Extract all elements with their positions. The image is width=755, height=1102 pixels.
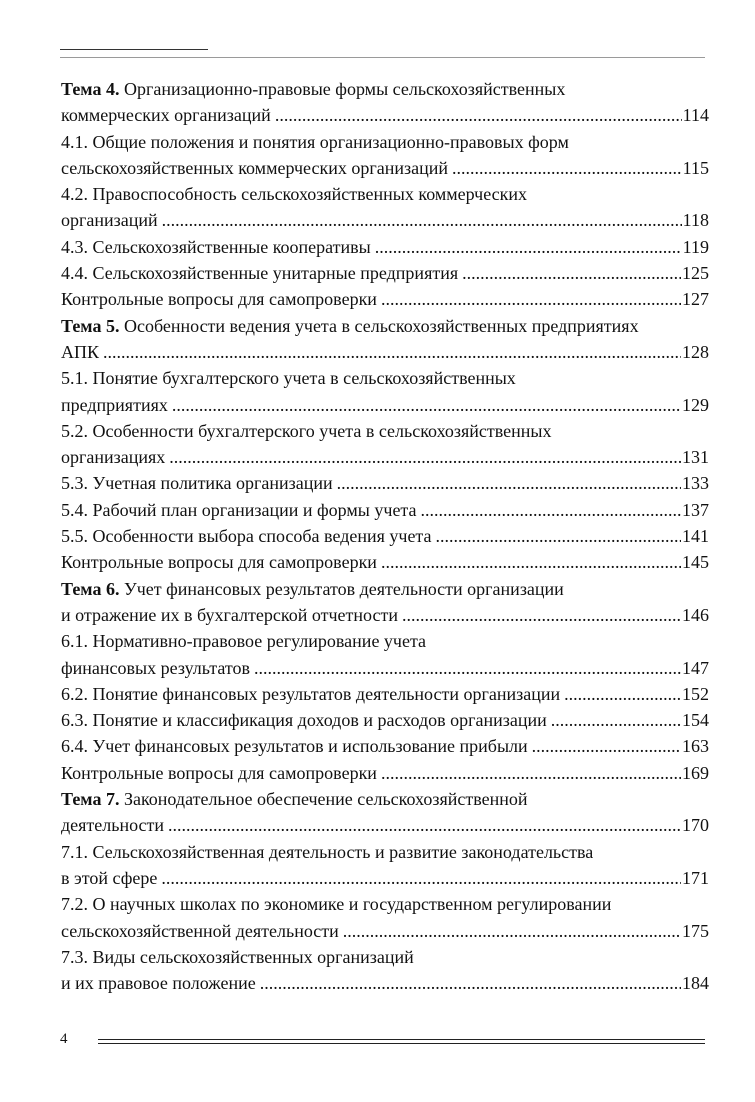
toc-leader-dots <box>551 707 681 733</box>
toc-page-number: 118 <box>682 210 709 231</box>
toc-line <box>61 970 709 996</box>
toc-entry-text <box>61 523 432 549</box>
toc-topic-label: Тема 7. <box>61 789 120 810</box>
toc-line <box>61 102 709 128</box>
toc-line <box>61 155 709 181</box>
toc-entry-title: и их правовое положение <box>61 973 256 994</box>
toc-entry-title: Учет финансовых результатов деятельности организации <box>119 578 564 599</box>
toc-entry-title: 7.2. О научных школах по экономике и государственном регулировании <box>61 894 612 915</box>
toc-entry-title: сельскохозяйственной деятельности <box>61 920 339 941</box>
toc-entry-title: 4.3. Сельскохозяйственные кооперативы <box>61 236 371 257</box>
toc-entry-title: организациях <box>61 447 166 468</box>
toc-line <box>61 313 709 339</box>
toc-entry-text <box>61 970 256 996</box>
toc-entry-text <box>61 260 458 286</box>
toc-entry-title: 5.5. Особенности выбора способа ведения учета <box>61 526 432 547</box>
toc-line <box>61 523 709 549</box>
toc-entry-title: Законодательное обеспечение сельскохозяйственной <box>119 789 528 810</box>
toc-entry-title: Организационно-правовые формы сельскохозяйственных <box>119 79 566 99</box>
toc-entry-text <box>61 707 547 733</box>
toc-leader-dots <box>375 234 682 260</box>
toc-entry-text <box>61 891 611 917</box>
toc-line <box>61 602 709 628</box>
toc-line <box>61 418 709 444</box>
toc-leader-dots <box>452 155 682 181</box>
toc-leader-dots <box>337 470 681 496</box>
toc-page-number: 131 <box>682 447 709 468</box>
page-number: 4 <box>60 1031 68 1047</box>
toc-entry-text <box>61 418 552 444</box>
toc-line <box>61 365 709 391</box>
toc-entry-title: 6.1. Нормативно-правовое регулирование учета <box>61 631 427 652</box>
toc-page-number: 128 <box>682 341 709 362</box>
toc-entry-text <box>61 313 639 339</box>
toc-page-number: 137 <box>682 499 709 520</box>
toc-leader-dots <box>381 760 681 786</box>
toc-page-number: 146 <box>682 604 709 625</box>
toc-page-number: 119 <box>682 236 709 257</box>
toc-leader-dots <box>254 655 681 681</box>
toc-page-number: 163 <box>682 736 709 757</box>
toc-entry-title: АПК <box>61 341 100 362</box>
toc-line <box>61 655 709 681</box>
toc-page-number: 170 <box>682 815 709 836</box>
toc-entry-title: 5.4. Рабочий план организации и формы учета <box>61 499 417 520</box>
toc-line <box>61 760 709 786</box>
toc-entry-title: организаций <box>61 210 158 231</box>
toc-leader-dots <box>436 523 681 549</box>
toc-entry-text <box>61 944 414 970</box>
toc-line <box>61 286 709 312</box>
toc-page-number: 127 <box>682 289 709 310</box>
toc-page-number: 141 <box>682 526 709 547</box>
toc-entry-title: 6.4. Учет финансовых результатов и использование прибыли <box>61 736 528 757</box>
toc-entry-title: сельскохозяйственных коммерческих организаций <box>61 157 448 178</box>
toc-leader-dots <box>564 681 681 707</box>
toc-line <box>61 260 709 286</box>
toc-page-number: 175 <box>682 920 709 941</box>
toc-entry-title: 5.3. Учетная политика организации <box>61 473 333 494</box>
toc-entry-text <box>61 760 377 786</box>
toc-leader-dots <box>260 970 681 996</box>
toc-line <box>61 392 709 418</box>
toc-entry-title: 4.1. Общие положения и понятия организационно-правовых форм <box>61 131 569 152</box>
toc-page-number: 115 <box>682 157 709 178</box>
toc-entry-text <box>61 129 569 155</box>
toc-entry-text <box>61 444 165 470</box>
toc-leader-dots <box>168 812 681 838</box>
toc-line <box>61 865 709 891</box>
toc-line <box>61 918 709 944</box>
toc-page-number: 154 <box>682 710 709 731</box>
toc-entry-title: предприятиях <box>61 394 168 415</box>
toc-entry-title: 5.2. Особенности бухгалтерского учета в сельскохозяйственных <box>61 420 552 441</box>
toc-leader-dots <box>421 497 681 523</box>
toc-leader-dots <box>402 602 681 628</box>
toc-page-number: 152 <box>682 683 709 704</box>
toc-line <box>61 812 709 838</box>
toc-leader-dots <box>103 339 681 365</box>
toc-page-number: 125 <box>682 263 709 284</box>
toc-entry-title: Контрольные вопросы для самопроверки <box>61 762 377 783</box>
toc-entry-title: в этой сфере <box>61 867 158 888</box>
toc-entry-title: 4.2. Правоспособность сельскохозяйственных коммерческих <box>61 184 528 205</box>
toc-line <box>61 786 709 812</box>
toc-entry-text <box>61 286 377 312</box>
toc-page-number: 147 <box>682 657 709 678</box>
toc-leader-dots <box>462 260 681 286</box>
toc-line <box>61 891 709 917</box>
toc-line <box>61 944 709 970</box>
toc-entry-text <box>61 392 168 418</box>
toc-entry-title: и отражение их в бухгалтерской отчетности <box>61 604 398 625</box>
toc-entry-title: 6.3. Понятие и классификация доходов и расходов организации <box>61 710 547 731</box>
toc-line <box>61 76 709 102</box>
header-rule-short <box>60 49 208 50</box>
toc-leader-dots <box>162 207 682 233</box>
toc-line <box>61 576 709 602</box>
toc-entry-text <box>61 812 164 838</box>
toc-entry-text <box>61 497 417 523</box>
toc-leader-dots <box>532 733 681 759</box>
toc-entry-title: 6.2. Понятие финансовых результатов деятельности организации <box>61 683 561 704</box>
toc-entry-title: 7.3. Виды сельскохозяйственных организаций <box>61 946 414 967</box>
toc-page-number: 184 <box>682 973 709 994</box>
toc-line <box>61 234 709 260</box>
toc-line <box>61 628 709 654</box>
header-rule-long <box>60 57 705 58</box>
toc-entry-text <box>61 655 250 681</box>
toc-line <box>61 681 709 707</box>
toc-entry-text <box>61 549 377 575</box>
toc-page-number: 171 <box>682 867 709 888</box>
toc-page-number: 169 <box>682 762 709 783</box>
toc-leader-dots <box>161 865 681 891</box>
toc-leader-dots <box>169 444 681 470</box>
toc-entry-title: 4.4. Сельскохозяйственные унитарные предприятия <box>61 263 459 284</box>
toc-leader-dots <box>381 549 681 575</box>
toc-line <box>61 444 709 470</box>
toc-line <box>61 733 709 759</box>
toc-entry-text <box>61 576 564 602</box>
toc-entry-title: финансовых результатов <box>61 657 251 678</box>
toc-entry-text <box>61 681 560 707</box>
toc-page-number: 133 <box>682 473 709 494</box>
toc-entry-text <box>61 839 593 865</box>
toc-topic-label: Тема 4. <box>61 79 120 99</box>
toc-entry-text <box>61 470 333 496</box>
footer-rule-bottom <box>98 1043 705 1044</box>
toc-line <box>61 339 709 365</box>
toc-entry-title: деятельности <box>61 815 165 836</box>
table-of-contents <box>61 76 709 996</box>
toc-line <box>61 181 709 207</box>
toc-topic-label: Тема 6. <box>61 578 120 599</box>
toc-entry-text <box>61 234 371 260</box>
toc-entry-title: Контрольные вопросы для самопроверки <box>61 552 377 573</box>
toc-entry-text <box>61 155 448 181</box>
toc-line <box>61 549 709 575</box>
toc-entry-text <box>61 602 398 628</box>
toc-page-number: 114 <box>682 105 709 126</box>
toc-line <box>61 129 709 155</box>
toc-entry-text <box>61 102 271 128</box>
toc-leader-dots <box>381 286 681 312</box>
toc-leader-dots <box>343 918 681 944</box>
toc-line <box>61 470 709 496</box>
toc-page-number: 129 <box>682 394 709 415</box>
toc-line <box>61 497 709 523</box>
toc-entry-text <box>61 628 426 654</box>
toc-entry-text <box>61 733 528 759</box>
toc-line <box>61 207 709 233</box>
toc-entry-text <box>61 76 565 102</box>
toc-line <box>61 707 709 733</box>
footer-rule-top <box>98 1039 705 1040</box>
toc-entry-text <box>61 786 528 812</box>
toc-entry-text <box>61 365 516 391</box>
toc-page-number: 145 <box>682 552 709 573</box>
toc-entry-title: 7.1. Сельскохозяйственная деятельность и развитие законодательства <box>61 841 594 862</box>
toc-entry-title: 5.1. Понятие бухгалтерского учета в сельскохозяйственных <box>61 368 516 389</box>
toc-entry-text <box>61 339 99 365</box>
toc-entry-title: Особенности ведения учета в сельскохозяйственных предприятиях <box>119 315 639 336</box>
toc-leader-dots <box>275 102 682 128</box>
toc-entry-title: Контрольные вопросы для самопроверки <box>61 289 377 310</box>
toc-entry-text <box>61 207 158 233</box>
toc-entry-text <box>61 918 339 944</box>
toc-entry-text <box>61 181 527 207</box>
toc-entry-title: коммерческих организаций <box>61 105 271 126</box>
toc-topic-label: Тема 5. <box>61 315 120 336</box>
toc-entry-text <box>61 865 157 891</box>
toc-line <box>61 839 709 865</box>
toc-leader-dots <box>172 392 681 418</box>
